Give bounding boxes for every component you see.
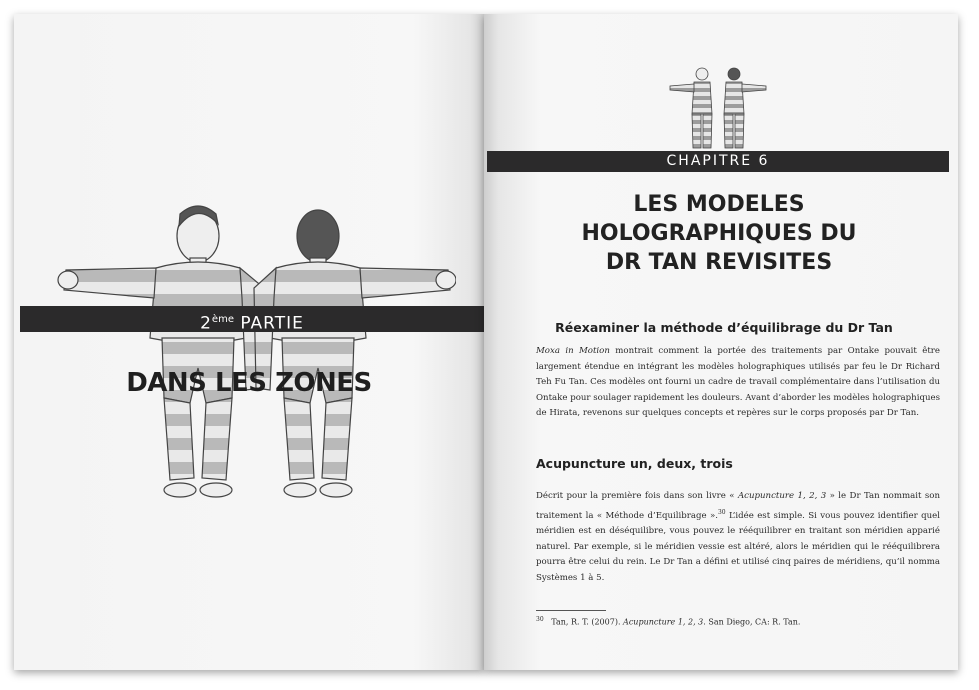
chapter-banner: CHAPITRE 6 xyxy=(487,151,949,172)
section-1-text: montrait comment la portée des traitements par Ontake pouvait être largement étendue en intégrant les modèles holographiques utilisés par feu le Dr Richard Teh Fu Tan. Ces modèles ont fourni un cadre de travail complémentaire dans l’utilisation du Ontake pour soulager rapidement les douleurs. Avant d’aborder les modèles holographiques de Hirata, revenons sur quelques concepts et repères sur le corps proposés par Dr Tan. xyxy=(536,346,940,419)
section-heading-1: Réexaminer la méthode d’équilibrage du Dr Tan xyxy=(555,320,893,335)
part-title: DANS LES ZONES xyxy=(126,368,372,398)
book-title-italic: Moxa in Motion xyxy=(536,346,610,356)
right-page xyxy=(484,14,958,670)
body-front-back-illustration xyxy=(56,198,456,508)
part-superscript: ème xyxy=(211,314,234,325)
section-heading-2: Acupuncture un, deux, trois xyxy=(536,456,733,471)
part-banner xyxy=(20,306,484,332)
footnote-ref: 30 xyxy=(717,508,726,516)
section-2-text-a: Décrit pour la première fois dans son livre « xyxy=(536,491,738,501)
section-2-italic: Acupuncture 1, 2, 3 xyxy=(737,491,827,501)
section-2-text-b: » le Dr Tan nommait son traitement la « Méthode d’Equilibrage ». xyxy=(536,491,940,521)
footnote-number: 30 xyxy=(536,616,544,623)
chapter-title xyxy=(484,190,954,277)
small-body-illustration xyxy=(668,64,768,152)
footnote-italic: Acupuncture 1, 2, 3 xyxy=(623,617,704,627)
part-word: PARTIE xyxy=(240,313,304,334)
section-1-paragraph xyxy=(536,344,940,422)
footnote xyxy=(536,616,940,627)
section-2-paragraph xyxy=(536,489,940,586)
footnote-text-b: . San Diego, CA: R. Tan. xyxy=(703,617,801,627)
section-2-text-c: L’idée est simple. Si vous pouvez identifier quel méridien est en déséquilibre, vous pouvez le rééquilibrer en traitant son méridien apparié naturel. Par exemple, si le méridien vessie est altéré, alors le méridien qui le rééquilibrera pourra être celui du rein. Le Dr Tan a défini et utilisé cinq paires de méridiens, qu’il nomma Systèmes 1 à 5. xyxy=(536,510,940,583)
chapter-title-line-2: HOLOGRAPHIQUES DU xyxy=(581,221,857,246)
footnote-rule xyxy=(536,610,606,611)
chapter-title-line-3: DR TAN REVISITES xyxy=(605,250,833,275)
chapter-title-line-1: LES MODELES xyxy=(633,192,805,217)
part-number: 2 xyxy=(200,313,212,334)
left-page xyxy=(14,14,484,670)
footnote-text-a: Tan, R. T. (2007). xyxy=(543,617,624,627)
